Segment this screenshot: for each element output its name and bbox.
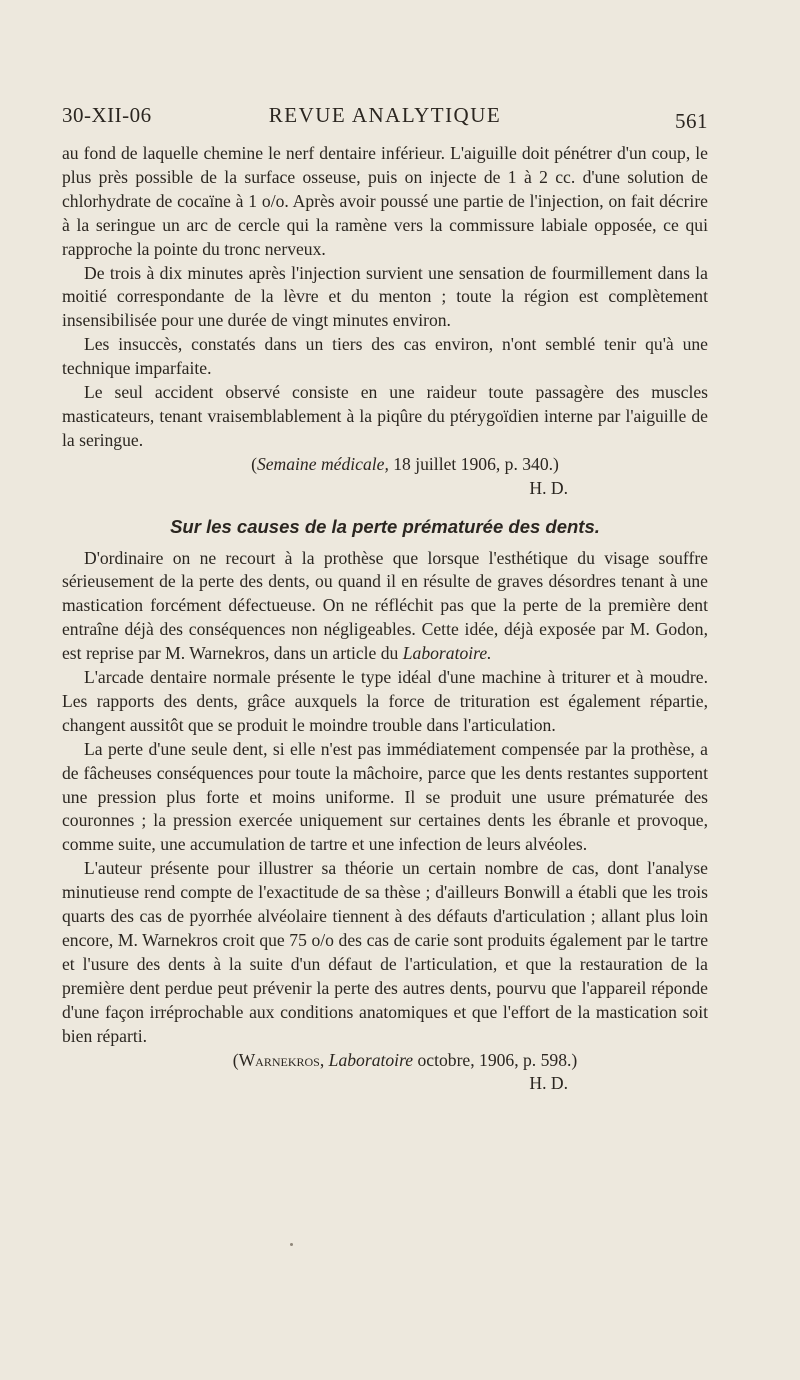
paragraph <box>62 547 708 667</box>
paper-speck <box>290 1243 293 1246</box>
citation-journal: Laboratoire <box>328 1049 414 1070</box>
signature: H. D. <box>529 477 568 498</box>
paragraph: La perte d'une seule dent, si elle n'est pas immédiatement compensée par la prothèse, a de fâcheuses conséquences pour toute la mâchoire, parce que les dents restantes supportent une pression plus forte et moins uniforme. Il se produit une usure prématurée des couronnes ; la pression exercée uniquement sur certaines dents les ébranle et provoque, comme suite, une accumulation de tartre et une infection de leurs alvéoles. <box>62 738 708 855</box>
paragraph: L'auteur présente pour illustrer sa théorie un certain nombre de cas, dont l'analyse minutieuse rend compte de l'exactitude de sa thèse ; d'ailleurs Bonwill a établi que les trois quarts des cas de pyorrhée alvéolaire tiennent à des défauts d'articulation ; allant plus loin encore, M. Warnekros croit que 75 o/o des cas de carie sont produits également par le tartre et l'usure des dents à la suite d'un défaut de l'articulation, et que la restauration de la première dent perdue peut prévenir la perte des autres dents, pourvu que l'appareil réponde d'une façon irréprochable aux conditions anatomiques et que l'effort de la mastication soit bien réparti. <box>62 858 708 1046</box>
running-header <box>62 103 708 133</box>
paragraph: L'arcade dentaire normale présente le type idéal d'une machine à triturer et à moudre. Les rapports des dents, grâce auxquels la force de trituration est également répartie, changent aussitôt que se produit le moindre trouble dans l'articulation. <box>62 667 708 735</box>
citation-details: octobre, 1906, p. 598.) <box>413 1049 578 1070</box>
header-title: REVUE ANALYTIQUE <box>268 103 502 127</box>
paragraph: Les insuccès, constatés dans un tiers des cas environ, n'ont semblé tenir qu'à une technique imparfaite. <box>62 334 708 379</box>
signature: H. D. <box>529 1073 568 1094</box>
header-date: 30-XII-06 <box>62 103 152 127</box>
page-body <box>62 142 708 1096</box>
journal-name: Laboratoire. <box>402 643 492 664</box>
article-title: Sur les causes de la perte prématurée des dents. <box>170 515 600 537</box>
article-premature-tooth-loss <box>62 515 708 1097</box>
paragraph: De trois à dix minutes après l'injection survient une sensation de fourmillement dans la moitié correspondante de la lèvre et du menton ; toute la région est complètement insensibilisée pour une durée de vingt minutes environ. <box>62 262 708 331</box>
citation-author: Warnekros, <box>238 1049 325 1070</box>
citation <box>62 1049 708 1073</box>
citation-open: ( <box>232 1049 239 1070</box>
citation-open: ( <box>251 453 257 474</box>
paragraph: au fond de laquelle chemine le nerf dentaire inférieur. L'aiguille doit pénétrer d'un coup, le plus près possible de la surface osseuse, puis on injecte de 1 à 2 cc. d'une solution de chlorhydrate de cocaïne à 1 o/o. Après avoir poussé une partie de l'injection, on fait décrire à la seringue un arc de cercle qui la ramène vers la commissure labiale opposée, ce qui rapproche la pointe du tronc nerveux. <box>62 143 708 259</box>
paragraph: Le seul accident observé consiste en une raideur toute passagère des muscles masticateurs, tenant vraisemblablement à la piqûre du ptérygoïdien interne par l'aiguille de la seringue. <box>62 382 708 450</box>
article-continued <box>62 142 708 501</box>
citation <box>62 453 708 477</box>
citation-journal: Semaine médicale, <box>256 453 389 474</box>
page-number: 561 <box>675 109 708 133</box>
citation-details: 18 juillet 1906, p. 340.) <box>388 453 559 474</box>
paragraph-text: D'ordinaire on ne recourt à la prothèse que lorsque l'esthétique du visage souffre sérieusement de la perte des dents, ou quand il en résulte de graves désordres tenant à une mastication forcément défectueuse. On ne réfléchit pas que la perte de la première dent entraîne déjà des conséquences non négligeables. Cette idée, déjà exposée par M. Godon, est reprise par M. Warnekros, dans un article du <box>62 547 708 664</box>
